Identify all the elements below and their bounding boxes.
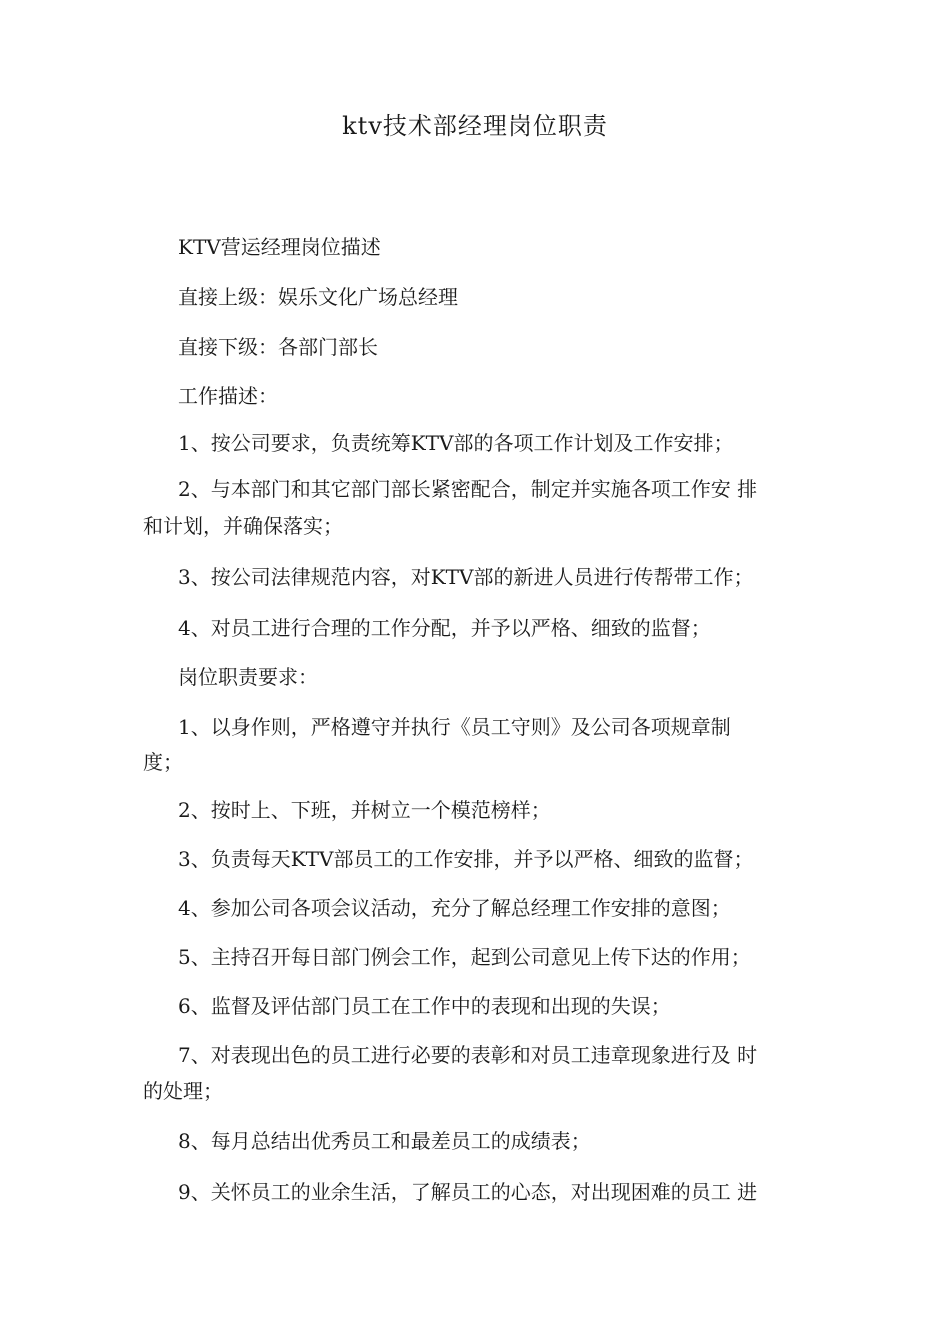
paragraph-line: 3、负责每天KTV部员工的工作安排，并予以严格、细致的监督； — [178, 847, 754, 871]
paragraph-line: 2、按时上、下班，并树立一个模范榜样； — [178, 798, 551, 822]
paragraph-line: 直接下级：各部门部长 — [178, 335, 378, 359]
paragraph-line: 度； — [143, 750, 183, 774]
paragraph-line: 5、主持召开每日部门例会工作，起到公司意见上传下达的作用； — [178, 945, 751, 969]
paragraph-line: 工作描述： — [178, 384, 278, 408]
paragraph-line: 1、按公司要求，负责统筹KTV部的各项工作计划及工作安排； — [178, 431, 734, 455]
paragraph-line: 2、与本部门和其它部门部长紧密配合，制定并实施各项工作安 排 — [178, 477, 758, 501]
paragraph-line: 4、对员工进行合理的工作分配，并予以严格、细致的监督； — [178, 616, 711, 640]
paragraph-line: 6、监督及评估部门员工在工作中的表现和出现的失误； — [178, 994, 671, 1018]
paragraph-line: 岗位职责要求： — [178, 665, 318, 689]
paragraph-line: 的处理； — [143, 1079, 223, 1103]
paragraph-line: 1、以身作则，严格遵守并执行《员工守则》及公司各项规章制 — [178, 715, 731, 739]
paragraph-line: 和计划，并确保落实； — [143, 514, 343, 538]
document-title: ktv技术部经理岗位职责 — [342, 112, 608, 140]
paragraph-line: 9、关怀员工的业余生活，了解员工的心态，对出现困难的员工 进 — [178, 1180, 758, 1204]
paragraph-line: 4、参加公司各项会议活动，充分了解总经理工作安排的意图； — [178, 896, 731, 920]
paragraph-line: 直接上级：娱乐文化广场总经理 — [178, 285, 458, 309]
paragraph-line: KTV营运经理岗位描述 — [178, 235, 381, 259]
paragraph-line: 7、对表现出色的员工进行必要的表彰和对员工违章现象进行及 时 — [178, 1043, 758, 1067]
paragraph-line: 3、按公司法律规范内容，对KTV部的新进人员进行传帮带工作； — [178, 565, 754, 589]
paragraph-line: 8、每月总结出优秀员工和最差员工的成绩表； — [178, 1129, 591, 1153]
